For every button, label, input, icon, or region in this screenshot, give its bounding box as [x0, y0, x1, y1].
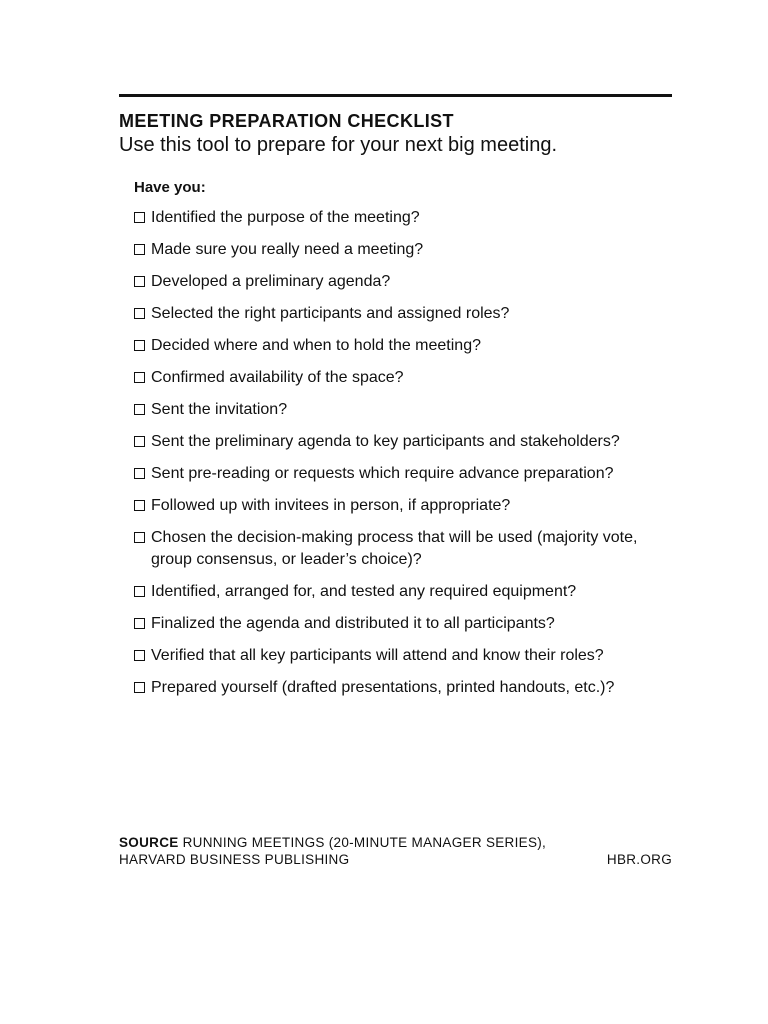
checklist-item — [134, 239, 672, 261]
checklist-item-text: Identified the purpose of the meeting? — [151, 209, 420, 226]
source-text: RUNNING MEETINGS (20-MINUTE MANAGER SERIES), — [182, 835, 547, 850]
checklist-item-text: Made sure you really need a meeting? — [151, 241, 424, 258]
checklist-item-text: Chosen the decision-making process that will be used (majority vote, group consensus, or leader’s choice)? — [151, 529, 638, 568]
checkbox-icon[interactable] — [134, 586, 145, 597]
checklist-item-text: Developed a preliminary agenda? — [151, 273, 391, 290]
source-label: SOURCE — [119, 835, 179, 850]
checkbox-icon[interactable] — [134, 212, 145, 223]
checklist-item — [134, 527, 672, 571]
checklist-page — [119, 94, 672, 709]
checklist-item-text: Finalized the agenda and distributed it to all participants? — [151, 615, 555, 632]
checklist-item — [134, 335, 672, 357]
source-footer — [119, 834, 672, 868]
checkbox-icon[interactable] — [134, 436, 145, 447]
page-title: MEETING PREPARATION CHECKLIST — [119, 111, 454, 131]
checklist-item — [134, 495, 672, 517]
checklist-item-text: Confirmed availability of the space? — [151, 369, 404, 386]
checklist — [119, 179, 672, 699]
checklist-item — [134, 463, 672, 485]
checkbox-icon[interactable] — [134, 500, 145, 511]
checkbox-icon[interactable] — [134, 372, 145, 383]
checklist-item-text: Sent the preliminary agenda to key participants and stakeholders? — [151, 433, 620, 450]
checkbox-icon[interactable] — [134, 682, 145, 693]
checkbox-icon[interactable] — [134, 308, 145, 319]
checkbox-icon[interactable] — [134, 650, 145, 661]
checklist-item — [134, 207, 672, 229]
checklist-item — [134, 431, 672, 453]
checklist-item-text: Prepared yourself (drafted presentations, printed handouts, etc.)? — [151, 679, 615, 696]
page-subtitle: Use this tool to prepare for your next big meeting. — [119, 134, 558, 156]
checklist-item — [134, 303, 672, 325]
checklist-item-text: Selected the right participants and assigned roles? — [151, 305, 510, 322]
checklist-item-text: Decided where and when to hold the meeting? — [151, 337, 481, 354]
checklist-item — [134, 613, 672, 635]
checklist-item — [134, 399, 672, 421]
checkbox-icon[interactable] — [134, 340, 145, 351]
checkbox-icon[interactable] — [134, 276, 145, 287]
checkbox-icon[interactable] — [134, 244, 145, 255]
checklist-items — [134, 207, 672, 699]
checklist-item — [134, 645, 672, 667]
source-line-2: HARVARD BUSINESS PUBLISHING — [119, 852, 350, 867]
checklist-item-text: Sent pre-reading or requests which require advance preparation? — [151, 465, 614, 482]
checkbox-icon[interactable] — [134, 618, 145, 629]
checklist-item — [134, 367, 672, 389]
source-line-1 — [119, 834, 672, 851]
checkbox-icon[interactable] — [134, 404, 145, 415]
checklist-item — [134, 271, 672, 293]
checklist-item — [134, 677, 672, 699]
checklist-item-text: Verified that all key participants will attend and know their roles? — [151, 647, 604, 664]
checkbox-icon[interactable] — [134, 468, 145, 479]
checklist-item-text: Sent the invitation? — [151, 401, 288, 418]
site-link[interactable]: HBR.ORG — [606, 852, 672, 867]
checklist-item-text: Followed up with invitees in person, if appropriate? — [151, 497, 511, 514]
checklist-heading: Have you: — [134, 179, 206, 196]
checklist-item — [134, 581, 672, 603]
checkbox-icon[interactable] — [134, 532, 145, 543]
checklist-item-text: Identified, arranged for, and tested any required equipment? — [151, 583, 577, 600]
top-rule-divider — [119, 94, 672, 97]
